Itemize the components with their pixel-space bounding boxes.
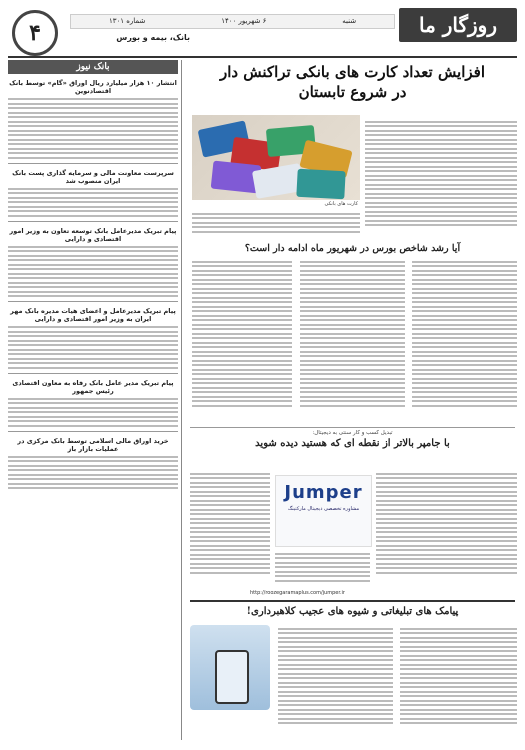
column-rule	[181, 60, 182, 740]
sidebar-separator	[8, 221, 178, 222]
sidebar-news-body	[8, 398, 178, 427]
card-image	[296, 169, 345, 199]
issue-info-bar	[70, 14, 395, 29]
newspaper-logo: روزگار ما	[399, 8, 517, 42]
sidebar-news-body	[8, 188, 178, 217]
ad-url[interactable]: http://roozegaramaplus.com/jumper.ir	[250, 590, 345, 596]
headline-line-2: در شروع تابستان	[298, 83, 407, 101]
masthead-rule	[8, 56, 517, 58]
sidebar-news-body	[8, 326, 178, 369]
sidebar-news-body	[8, 456, 178, 490]
article-column	[300, 258, 405, 423]
article-subheadline: آیا رشد شاخص بورس در شهریور ماه ادامه دار است؟	[244, 243, 461, 254]
photo-caption: کارت های بانکی	[324, 201, 358, 207]
ad-kicker: تبدیل کسب و کار سنتی به دیجیتال:	[312, 430, 393, 436]
article-column	[192, 210, 360, 238]
issue-day: شنبه	[342, 17, 357, 25]
page-number-badge: ۴	[12, 10, 58, 56]
issue-date: ۶ شهریور ۱۴۰۰	[221, 17, 267, 25]
advertorial-header	[190, 430, 515, 449]
main-headline	[190, 62, 515, 102]
bank-news-sidebar	[8, 60, 178, 740]
article-column	[365, 118, 517, 238]
sidebar-news-head: پیام تبریک مدیرعامل و اعضای هیات مدیره بانک مهر ایران به وزیر امور اقتصادی و دارایی	[10, 307, 176, 323]
ad-column	[275, 550, 370, 585]
ad-column	[376, 470, 517, 585]
jumper-tagline: مشاوره تخصصی دیجیتال مارکتینگ	[287, 506, 360, 512]
phone-illustration	[190, 625, 270, 710]
article-column	[412, 258, 517, 423]
ad-column	[190, 470, 270, 585]
ad2-column	[278, 625, 393, 740]
ad2-column	[400, 625, 517, 740]
sidebar-separator	[8, 301, 178, 302]
sidebar-news-head: پیام تبریک مدیر عامل بانک رفاه به معاون اقتصادی رئیس جمهور	[12, 378, 174, 395]
jumper-logo-box	[275, 475, 372, 547]
sidebar-news-head: سرپرست معاونت مالی و سرمایه گذاری پست بانک ایران منصوب شد	[12, 168, 174, 185]
sidebar-separator	[8, 163, 178, 164]
article-column	[192, 258, 292, 423]
sidebar-news-head: خرید اوراق مالی اسلامی توسط بانک مرکزی در عملیات بازار باز	[17, 436, 169, 453]
sidebar-separator	[8, 431, 178, 432]
section-title: بانک، بیمه و بورس	[116, 33, 190, 42]
jumper-logo: Jumper	[284, 482, 363, 503]
issue-number: شماره ۱۳۰۱	[108, 17, 146, 25]
masthead	[0, 0, 525, 58]
sidebar-separator	[8, 373, 178, 374]
sidebar-news-head: پیام تبریک مدیرعامل بانک توسعه تعاون به وزیر امور اقتصادی و دارایی	[9, 226, 177, 243]
sidebar-banner: بانک نیوز	[8, 60, 178, 74]
headline-line-1: افزایش تعداد کارت های بانکی تراکنش دار	[219, 63, 486, 81]
ad-title: با جامپر بالاتر از نقطه ای که هستید دیده شوید	[255, 438, 450, 449]
bank-cards-photo	[192, 115, 360, 200]
sidebar-news-head: انتشار ۱۰ هزار میلیارد ریال اوراق «گام» توسط بانک اقتصادنوین	[9, 79, 177, 95]
sidebar-news-body	[8, 98, 178, 159]
phone-icon	[215, 650, 249, 704]
ad2-title: پیامک های تبلیغاتی و شیوه های عجیب کلاهبرداری!	[190, 600, 515, 617]
sidebar-news-body	[8, 246, 178, 298]
section-divider	[190, 427, 515, 428]
